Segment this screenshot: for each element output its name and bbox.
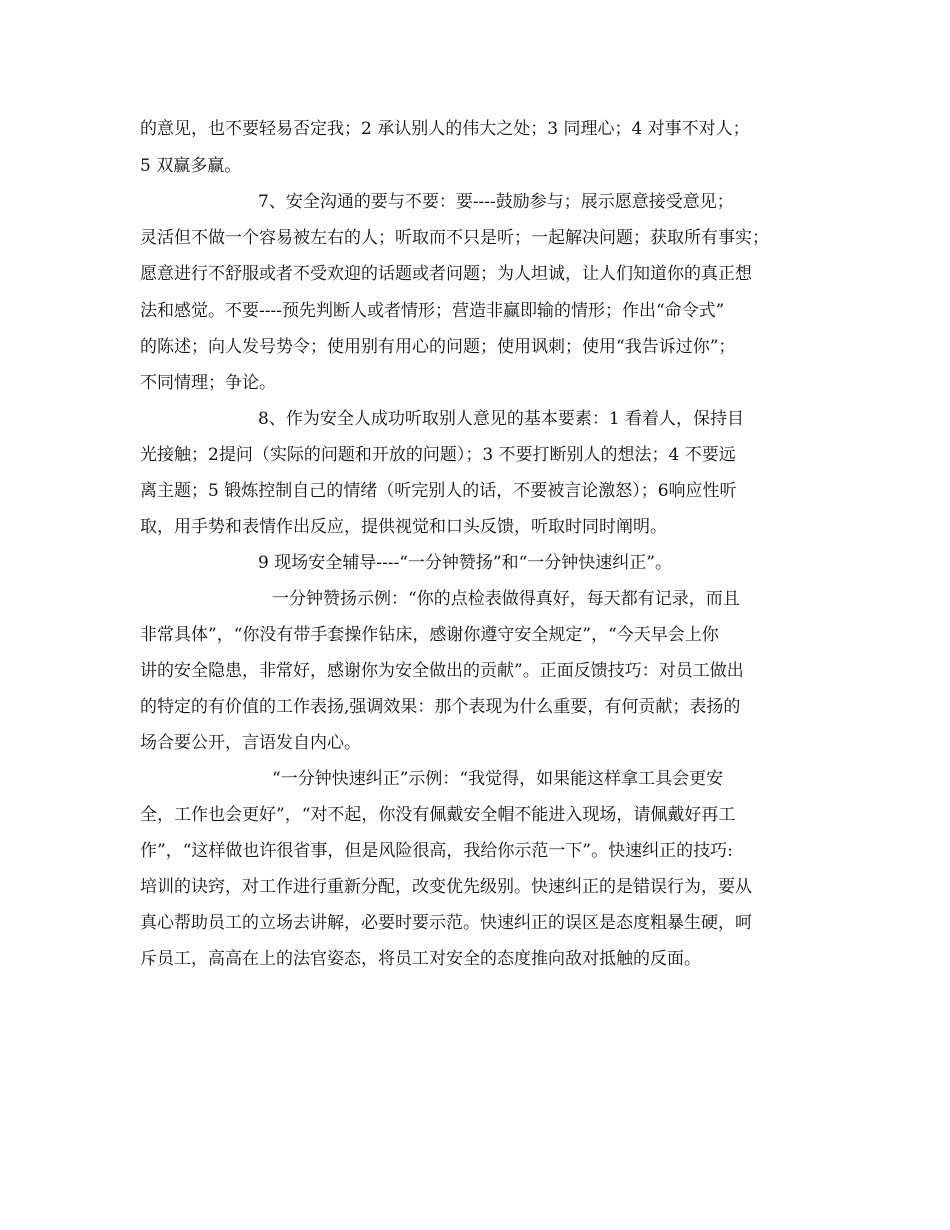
text-line: 不同情理；争论。 <box>140 373 276 393</box>
text-line: 作”，“这样做也许很省事，但是风险很高，我给你示范一下”。快速纠正的技巧: <box>140 841 733 861</box>
text-line: 培训的诀窍，对工作进行重新分配，改变优先级别。快速纠正的是错误行为，要从 <box>140 877 752 897</box>
text-line: 的意见，也不要轻易否定我；2 承认别人的伟大之处；3 同理心；4 对事不对人； <box>140 119 750 139</box>
text-line: “一分钟快速纠正”示例：“我觉得，如果能这样拿工具会更安 <box>272 769 724 789</box>
text-line: 5 双赢多赢。 <box>140 156 242 176</box>
text-line: 斥员工，高高在上的法官姿态，将员工对安全的态度推向敌对抵触的反面。 <box>140 949 701 969</box>
text-line: 真心帮助员工的立场去讲解，必要时要示范。快速纠正的误区是态度粗暴生硬，呵 <box>140 913 752 933</box>
text-line: 法和感觉。不要----预先判断人或者情形；营造非赢即输的情形；作出“命令式” <box>140 301 725 321</box>
text-line: 的陈述；向人发号势令；使用别有用心的问题；使用讽刺；使用“我告诉过你”； <box>140 337 736 357</box>
text-line: 愿意进行不舒服或者不受欢迎的话题或者问题；为人坦诚，让人们知道你的真正想 <box>140 264 752 284</box>
text-line: 全，工作也会更好”，“对不起，你没有佩戴安全帽不能进入现场，请佩戴好再工 <box>140 805 736 825</box>
section-heading-9: 9 现场安全辅导----“一分钟赞扬”和“一分钟快速纠正”。 <box>258 553 672 573</box>
text-line: 一分钟赞扬示例：“你的点检表做得真好，每天都有记录，而且 <box>272 589 740 609</box>
text-line: 离主题；5 锻炼控制自己的情绪（听完别人的话，不要被言论激怒）；6响应性听 <box>140 481 737 501</box>
text-line: 非常具体”，“你没有带手套操作钻床，感谢你遵守安全规定”，“今天早会上你 <box>140 625 719 645</box>
section-heading-7: 7、安全沟通的要与不要：要----鼓励参与；展示愿意接受意见； <box>258 192 734 212</box>
text-line: 场合要公开，言语发自内心。 <box>140 733 361 753</box>
text-line: 取，用手势和表情作出反应，提供视觉和口头反馈，听取时同时阐明。 <box>140 517 667 537</box>
text-line: 讲的安全隐患，非常好，感谢你为安全做出的贡献”。正面反馈技巧：对员工做出 <box>140 661 744 681</box>
text-line: 灵活但不做一个容易被左右的人；听取而不只是听；一起解决问题；获取所有事实； <box>140 228 769 248</box>
text-line: 的特定的有价值的工作表扬,强调效果：那个表现为什么重要，有何贡献；表扬的 <box>140 697 741 717</box>
section-heading-8: 8、作为安全人成功听取别人意见的基本要素：1 看着人，保持目 <box>258 409 745 429</box>
text-line: 光接触；2提问（实际的问题和开放的问题）；3 不要打断别人的想法；4 不要远 <box>140 445 736 465</box>
